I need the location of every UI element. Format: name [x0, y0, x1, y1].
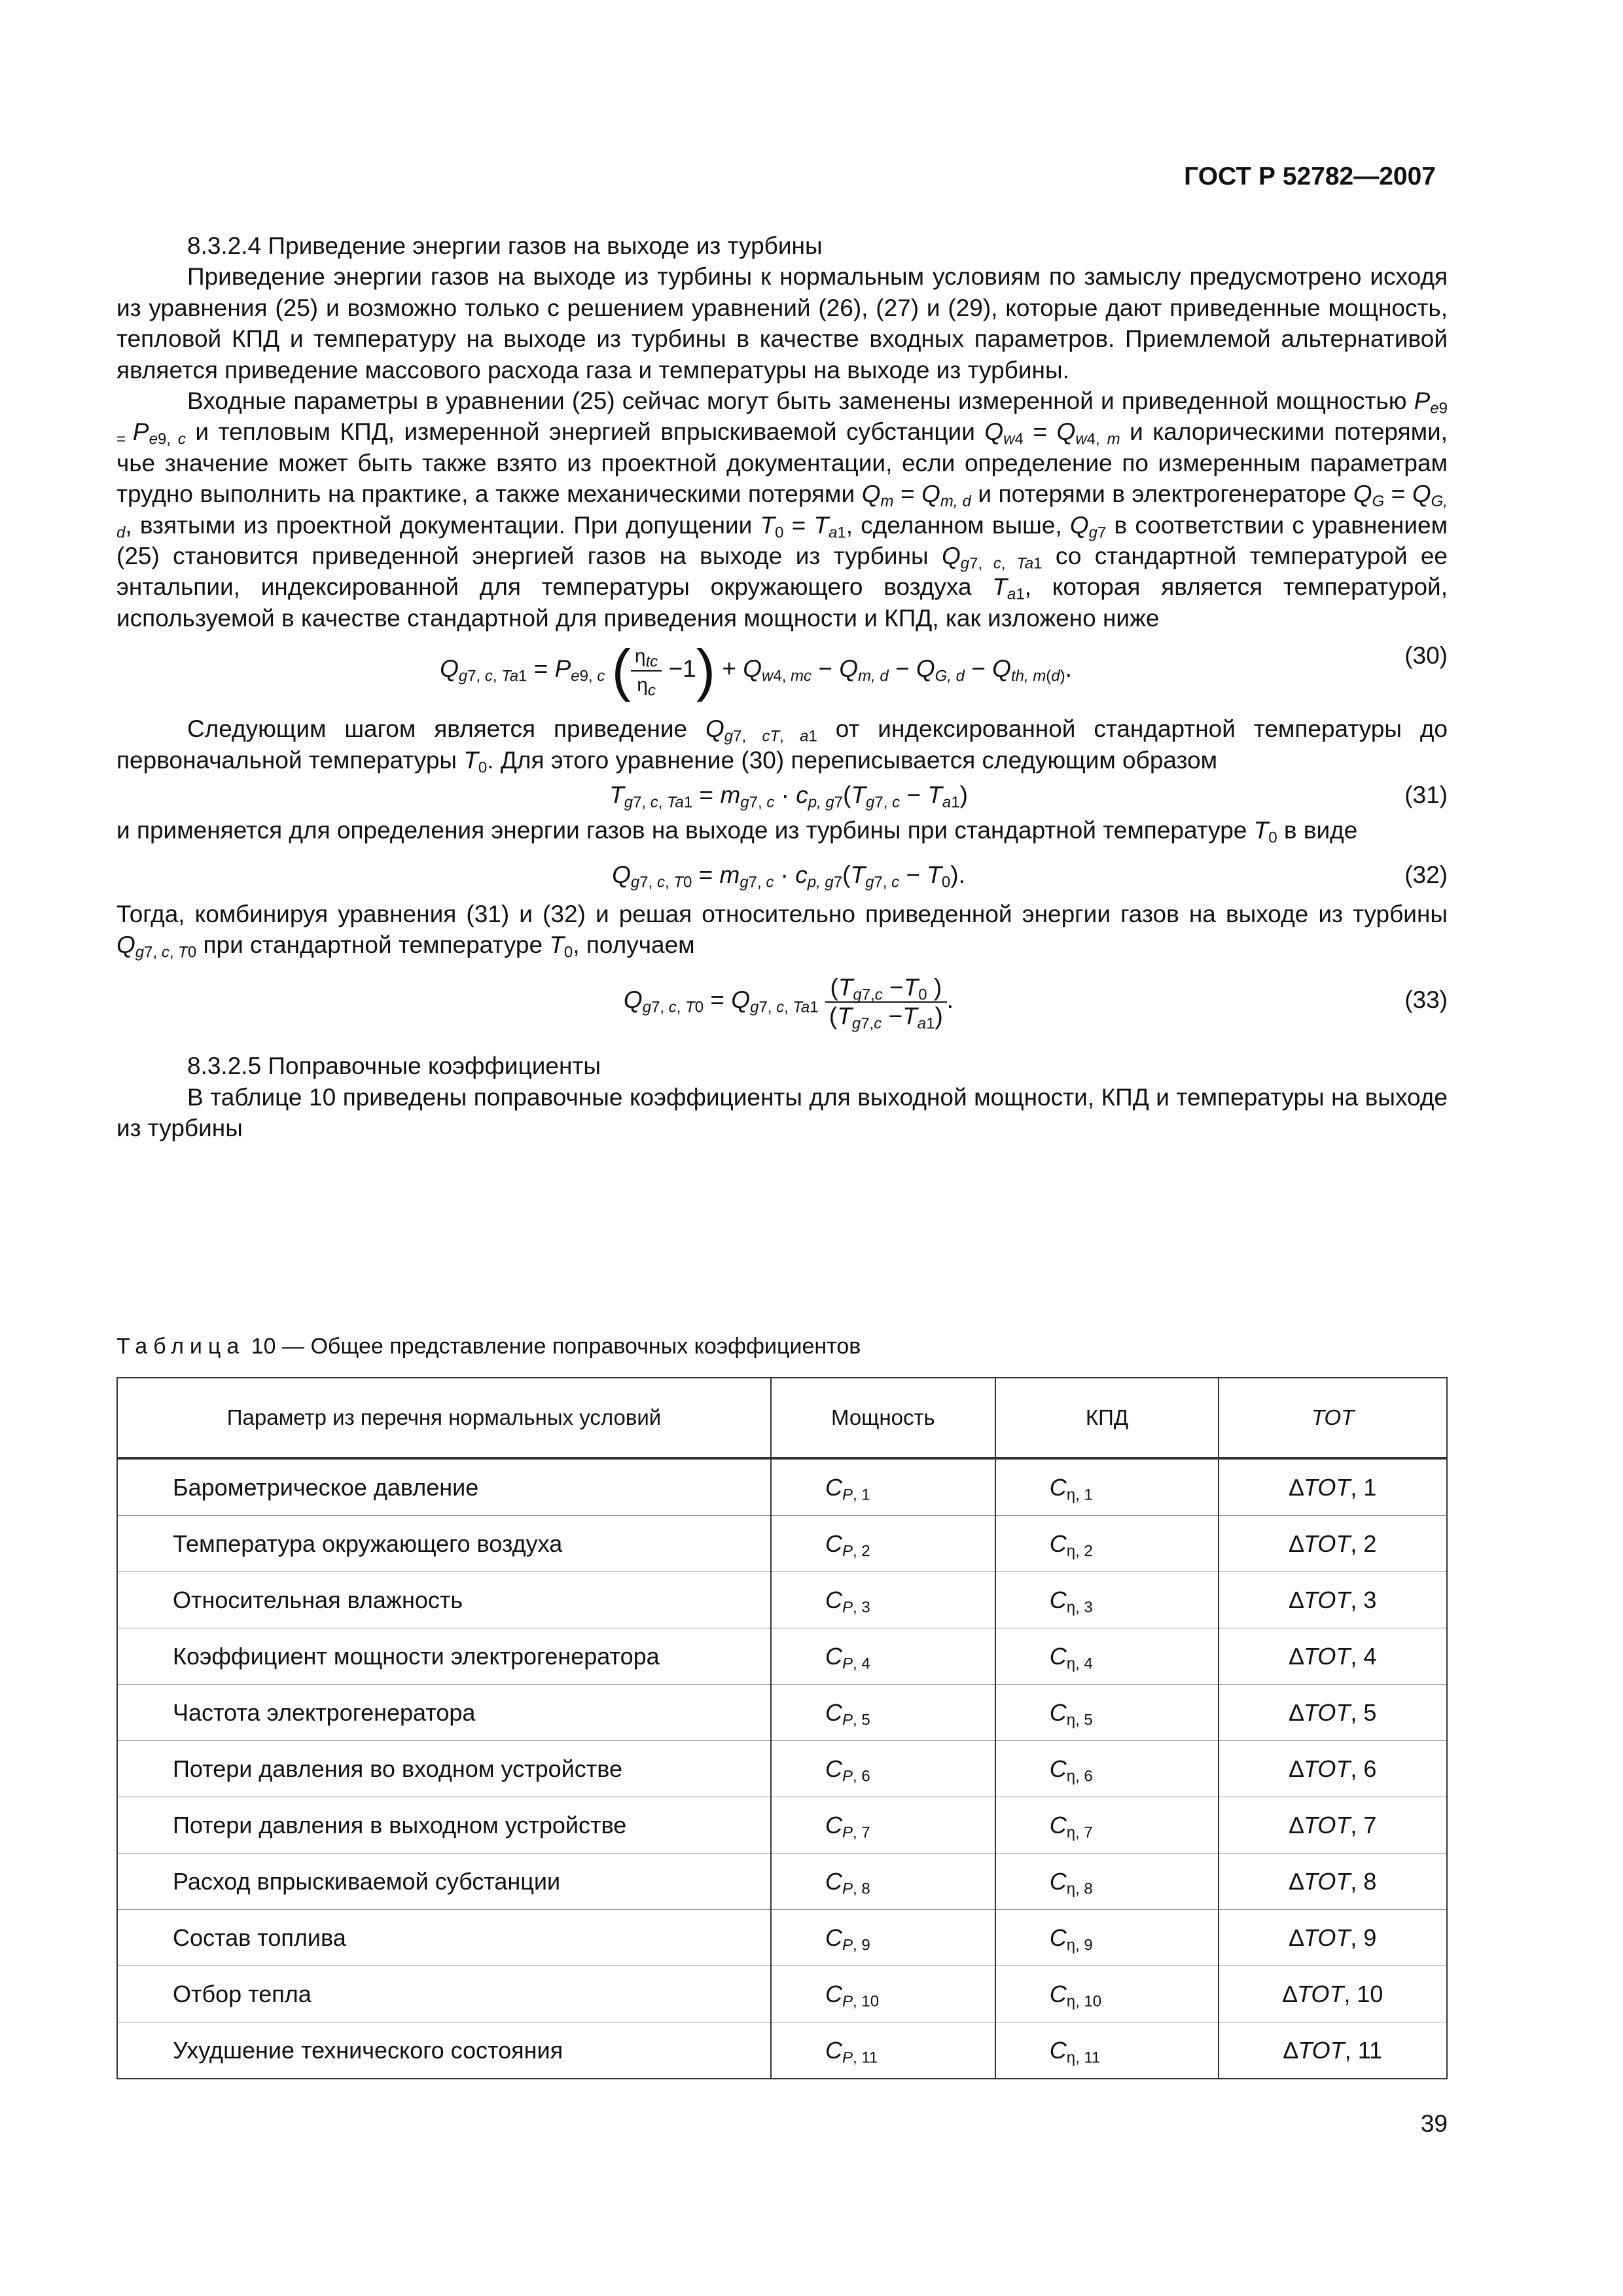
equation-number: (30) [1404, 642, 1448, 670]
table-row [117, 1458, 1447, 1516]
power-coefficient-cell: $C_{P, 1}$ [771, 1458, 995, 1516]
parameter-cell: Состав топлива [117, 1910, 771, 1966]
tot-delta-cell: ∆TOT, 11 [1219, 2022, 1447, 2079]
paragraph: Входные параметры в уравнении (25) сейчас могут быть заменены измеренной и приведенной мощностью $P_{e9 =}$ $P_{e9, c}$ и тепловым КПД, измеренной энергией впрыскиваемой субстанции $Q_{w4} = Q_{w4, m}$ и калорическими потерями, чье значение может быть также взято из проектной документации, если определение по измеренным параметрам трудно выполнить на практике, а также механическими потерями $Q_m = Q_{m, d}$ и потерями в электрогенераторе $Q_G = Q_{G, d}$, взятыми из проектной документации. При допущении $T_0 = T_{a1}$, сделанном выше, $Q_{g7}$ в соответствии с уравнением (25) становится приведенной энергией газов на выходе из турбины $Q_{g7, c, Ta1}$ со стандартной температурой ее энтальпии, индексированной для температуры окружающего воздуха $T_{a1}$, которая является температурой, используемой в качестве стандартной для приведения мощности и КПД, как изложено ниже [116, 387, 1448, 632]
power-coefficient-cell: $C_{P, 6}$ [771, 1741, 995, 1797]
efficiency-coefficient-cell: $C_{\eta, 11}$ [995, 2022, 1219, 2079]
power-coefficient-cell: $C_{P, 5}$ [771, 1685, 995, 1741]
table-row [117, 1910, 1447, 1966]
paragraph: Приведение энергии газов на выходе из турбины к нормальным условиям по замыслу предусмотрено исходя из уравнения (25) и возможно только с решением уравнений (26), (27) и (29), которые дают приведенные мощность, тепловой КПД и температуру на выходе из турбины в качестве входных параметров. Приемлемой альтернативой является приведение массового расхода газа и температуры на выходе из турбины. [116, 263, 1448, 384]
equation-30: $Q_{g7, c, Ta1} = P_{e9, c}$ ( $\frac{\eta_{tc}}{\eta_c}$ $-1) + Q_{w4, mc} - Q_{m, d} - Q_{G, d} - Q_{th, m(d)}$. (30) [116, 637, 1448, 700]
parameter-cell: Потери давления во входном устройстве [117, 1741, 771, 1797]
tot-delta-cell: ∆TOT, 6 [1219, 1741, 1447, 1797]
section-heading-8-3-2-5: 8.3.2.5 Поправочные коэффициенты [187, 1052, 601, 1080]
equation-number: (31) [1404, 781, 1448, 809]
table-row [117, 1685, 1447, 1741]
equation-number: (33) [1404, 986, 1448, 1014]
paragraph: В таблице 10 приведены поправочные коэффициенты для выходной мощности, КПД и температуры на выходе из турбины [116, 1083, 1448, 1142]
section-heading-8-3-2-4: 8.3.2.4 Приведение энергии газов на выходе из турбины [187, 232, 823, 259]
tot-delta-cell: ∆TOT, 7 [1219, 1797, 1447, 1854]
parameter-cell: Коэффициент мощности электрогенератора [117, 1628, 771, 1685]
parameter-cell: Потери давления в выходном устройстве [117, 1797, 771, 1854]
table-row [117, 1854, 1447, 1910]
table-row [117, 1797, 1447, 1854]
tot-delta-cell: ∆TOT, 10 [1219, 1966, 1447, 2022]
tot-delta-cell: ∆TOT, 5 [1219, 1685, 1447, 1741]
table-caption: Таблица 10 — Общее представление поправочных коэффициентов [116, 1334, 861, 1359]
paragraph: Следующим шагом является приведение $Q_{g7, cT, a1}$ от индексированной стандартной температуры до первоначальной температуры $T_0$. Для этого уравнение (30) переписывается следующим образом [116, 715, 1448, 777]
tot-delta-cell: ∆TOT, 9 [1219, 1910, 1447, 1966]
efficiency-coefficient-cell: $C_{\eta, 3}$ [995, 1572, 1219, 1628]
table-row [117, 1966, 1447, 2022]
paragraph: и применяется для определения энергии газов на выходе из турбины при стандартной температуре $T_0$ в виде [116, 817, 1358, 847]
power-coefficient-cell: $C_{P, 9}$ [771, 1910, 995, 1966]
tot-delta-cell: ∆TOT, 4 [1219, 1628, 1447, 1685]
equation-number: (32) [1404, 861, 1448, 888]
tot-delta-cell: ∆TOT, 2 [1219, 1516, 1447, 1572]
efficiency-coefficient-cell: $C_{\eta, 4}$ [995, 1628, 1219, 1685]
table-row [117, 1741, 1447, 1797]
page-content [116, 230, 1448, 1144]
parameter-cell: Температура окружающего воздуха [117, 1516, 771, 1572]
tot-delta-cell: ∆TOT, 1 [1219, 1458, 1447, 1516]
equation-31: $T_{g7, c, Ta1} = m_{g7, c} \cdot c_{p, g7}(T_{g7, c} - T_{a1})$ (31) [116, 776, 1448, 815]
power-coefficient-cell: $C_{P, 2}$ [771, 1516, 995, 1572]
table-header-row [117, 1378, 1447, 1458]
table-row [117, 1628, 1447, 1685]
parameter-cell: Барометрическое давление [117, 1458, 771, 1516]
power-coefficient-cell: $C_{P, 11}$ [771, 2022, 995, 2079]
parameter-cell: Частота электрогенератора [117, 1685, 771, 1741]
parameter-cell: Ухудшение технического состояния [117, 2022, 771, 2079]
tot-delta-cell: ∆TOT, 8 [1219, 1854, 1447, 1910]
column-header: КПД [995, 1378, 1219, 1458]
power-coefficient-cell: $C_{P, 3}$ [771, 1572, 995, 1628]
column-header: Параметр из перечня нормальных условий [117, 1378, 771, 1458]
table-row [117, 1572, 1447, 1628]
efficiency-coefficient-cell: $C_{\eta, 2}$ [995, 1516, 1219, 1572]
correction-factors-table [116, 1377, 1448, 2079]
efficiency-coefficient-cell: $C_{\eta, 6}$ [995, 1741, 1219, 1797]
efficiency-coefficient-cell: $C_{\eta, 9}$ [995, 1910, 1219, 1966]
equation-33: $Q_{g7, c, T0} = Q_{g7, c, Ta1}$ $\frac{(T_{g7,c} -T_0 )}{(T_{g7,c} -T_{a1})}$ . (33) [116, 964, 1448, 1036]
document-header: ГОСТ Р 52782—2007 [1184, 162, 1436, 190]
page-number: 39 [1420, 2110, 1448, 2137]
parameter-cell: Отбор тепла [117, 1966, 771, 2022]
column-header: Мощность [771, 1378, 995, 1458]
efficiency-coefficient-cell: $C_{\eta, 7}$ [995, 1797, 1219, 1854]
efficiency-coefficient-cell: $C_{\eta, 1}$ [995, 1458, 1219, 1516]
table-row [117, 1516, 1447, 1572]
column-header: ТОТ [1219, 1378, 1447, 1458]
parameter-cell: Расход впрыскиваемой субстанции [117, 1854, 771, 1910]
table-row [117, 2022, 1447, 2079]
efficiency-coefficient-cell: $C_{\eta, 10}$ [995, 1966, 1219, 2022]
efficiency-coefficient-cell: $C_{\eta, 5}$ [995, 1685, 1219, 1741]
power-coefficient-cell: $C_{P, 10}$ [771, 1966, 995, 2022]
equation-32: $Q_{g7, c, T0} = m_{g7, c} \cdot c_{p, g7}(T_{g7, c} - T_0)$. (32) [116, 852, 1448, 899]
efficiency-coefficient-cell: $C_{\eta, 8}$ [995, 1854, 1219, 1910]
power-coefficient-cell: $C_{P, 8}$ [771, 1854, 995, 1910]
power-coefficient-cell: $C_{P, 4}$ [771, 1628, 995, 1685]
tot-delta-cell: ∆TOT, 3 [1219, 1572, 1447, 1628]
paragraph: Тогда, комбинируя уравнения (31) и (32) и решая относительно приведенной энергии газов на выходе из турбины $Q_{g7, c, T0}$ при стандартной температуре $T_0$, получаем [116, 900, 1448, 961]
parameter-cell: Относительная влажность [117, 1572, 771, 1628]
power-coefficient-cell: $C_{P, 7}$ [771, 1797, 995, 1854]
